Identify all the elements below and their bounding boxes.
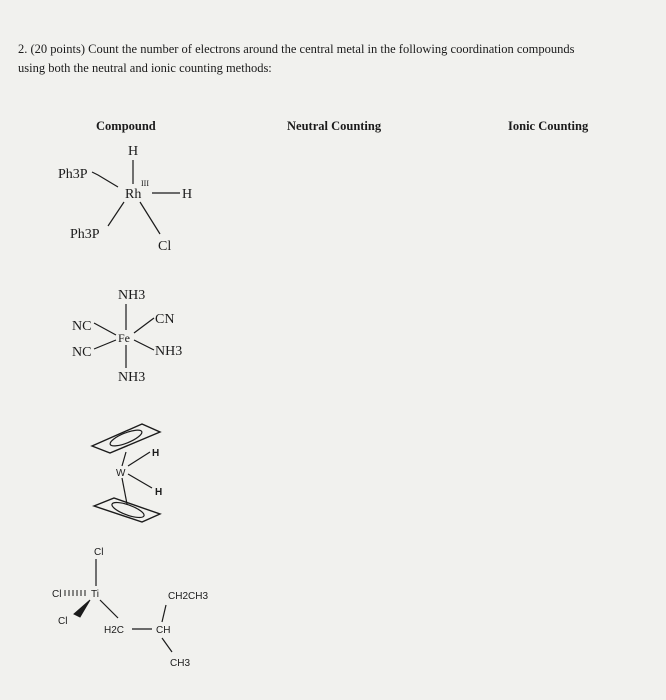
- fe-ammine-bottom: NH3: [118, 370, 146, 385]
- ti-methyl: CH3: [170, 658, 191, 669]
- fe-cyanide-upper-left: NC: [72, 319, 92, 334]
- ionic-counting-header: Ionic Counting: [508, 119, 589, 133]
- ti-methine: CH: [156, 625, 171, 636]
- fe-c-bond-upper-left: [94, 323, 116, 335]
- rhodium-complex: [58, 144, 192, 254]
- rh-p-bond-lower: [108, 202, 124, 226]
- ti-wedge-bond: [74, 600, 90, 617]
- w-hydride-upper: H: [152, 448, 160, 459]
- fe-cyanide-right: CN: [155, 312, 175, 327]
- w-cp-bond-lower: [122, 478, 127, 504]
- ti-methylene: H2C: [104, 625, 125, 636]
- rh-cl-bond: [140, 202, 160, 234]
- fe-metal: Fe: [118, 331, 130, 345]
- rh-hydride-right: H: [182, 187, 193, 202]
- ti-chloride-left: Cl: [52, 589, 62, 600]
- w-hydride-lower: H: [155, 487, 163, 498]
- ti-ethyl: CH2CH3: [168, 591, 209, 602]
- rh-metal: Rh: [125, 187, 142, 202]
- fe-c-bond-right: [134, 318, 154, 333]
- rh-hydride-top: H: [128, 144, 139, 159]
- tungsten-complex: [92, 424, 162, 522]
- ti-hashed-bond: [65, 590, 85, 596]
- question-line-2: using both the neutral and ionic counting methods:: [18, 61, 272, 75]
- ti-chloride-bottom: Cl: [58, 616, 68, 627]
- ti-chloride-top: Cl: [94, 547, 104, 558]
- rh-pph3-upper: Ph3P: [58, 167, 88, 182]
- compound-header: Compound: [96, 119, 156, 133]
- rh-pph3-lower: Ph3P: [70, 227, 100, 242]
- fe-cyanide-lower-left: NC: [72, 345, 92, 360]
- question-line-1: 2. (20 points) Count the number of electrons around the central metal in the following coordination compounds: [18, 42, 575, 56]
- rh-p-bond-upper: [92, 172, 118, 187]
- fe-ammine-top: NH3: [118, 288, 146, 303]
- fe-n-bond-right: [134, 340, 154, 350]
- ch-ethyl-bond: [162, 605, 166, 622]
- fe-ammine-right: NH3: [155, 344, 183, 359]
- w-metal: W: [116, 468, 126, 479]
- w-cp-bond-upper: [122, 452, 126, 466]
- fe-c-bond-lower-left: [94, 340, 116, 349]
- ti-c-bond: [100, 600, 118, 618]
- rh-chloride: Cl: [158, 239, 172, 254]
- ch-methyl-bond: [162, 638, 172, 652]
- iron-complex: [72, 288, 182, 385]
- ti-metal: Ti: [91, 589, 99, 600]
- rh-oxidation-state: III: [141, 179, 149, 188]
- w-h-bond-upper: [128, 452, 150, 466]
- cp-ring-upper: [92, 424, 160, 453]
- neutral-counting-header: Neutral Counting: [287, 119, 382, 133]
- titanium-complex: [52, 547, 208, 669]
- w-h-bond-lower: [128, 474, 152, 488]
